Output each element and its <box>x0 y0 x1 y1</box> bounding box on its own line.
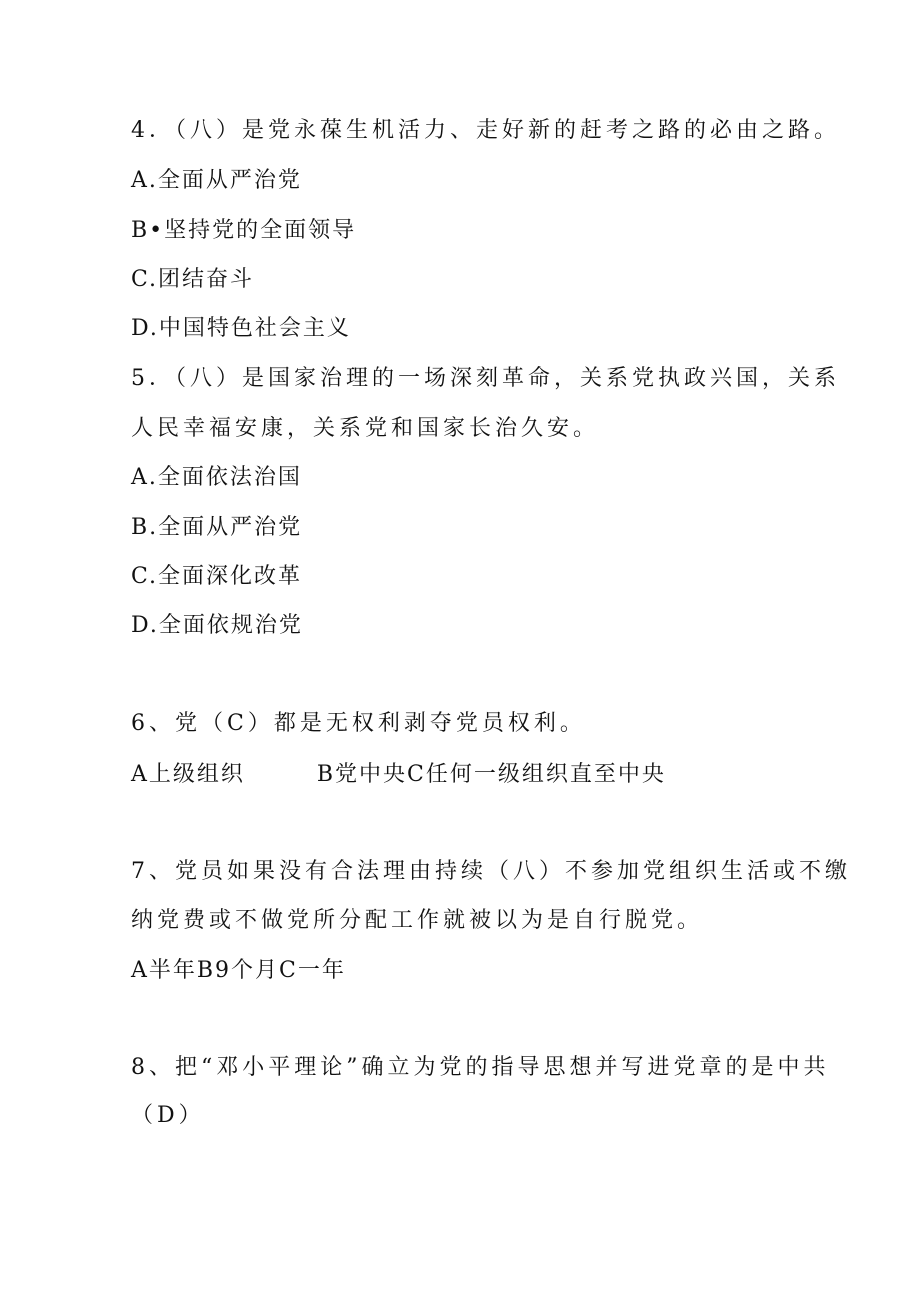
q5-stem-line-2: 人民幸福安康，关系党和国家长治久安。 <box>131 416 600 441</box>
q7-stem-line-1: 7、党员如果没有合法理由持续（八）不参加党组织生活或不缴 <box>131 859 851 884</box>
q8-stem-line-1: 8、把“邓小平理论”确立为党的指导思想并写进党章的是中共 <box>131 1055 830 1080</box>
q5-option-a: A.全面依法治国 <box>131 465 302 490</box>
q5-option-d: D.全面依规治党 <box>131 613 303 638</box>
q8-stem-line-2: （D） <box>131 1103 205 1128</box>
q7-stem-line-2: 纳党费或不做党所分配工作就被以为是自行脱党。 <box>131 908 704 933</box>
q5-option-b: B.全面从严治党 <box>131 515 303 540</box>
q4-option-b: B•坚持党的全面领导 <box>131 218 357 243</box>
q6-options: A上级组织 B党中央C任何一级组织直至中央 <box>131 762 666 787</box>
q4-option-a: A.全面从严治党 <box>131 168 302 193</box>
q5-stem-line-1: 5．（八）是国家治理的一场深刻革命，关系党执政兴国，关系 <box>131 366 840 391</box>
q4-option-d: D.中国特色社会主义 <box>131 316 351 341</box>
q7-options: A半年B9个月C一年 <box>131 958 346 983</box>
q6-stem-line-1: 6、党（C）都是无权利剥夺党员权利。 <box>131 711 586 736</box>
q4-option-c: C.团结奋斗 <box>131 267 255 292</box>
q5-option-c: C.全面深化改革 <box>131 564 303 589</box>
q4-stem-line-1: 4．（八）是党永葆生机活力、走好新的赶考之路的必由之路。 <box>131 118 840 143</box>
